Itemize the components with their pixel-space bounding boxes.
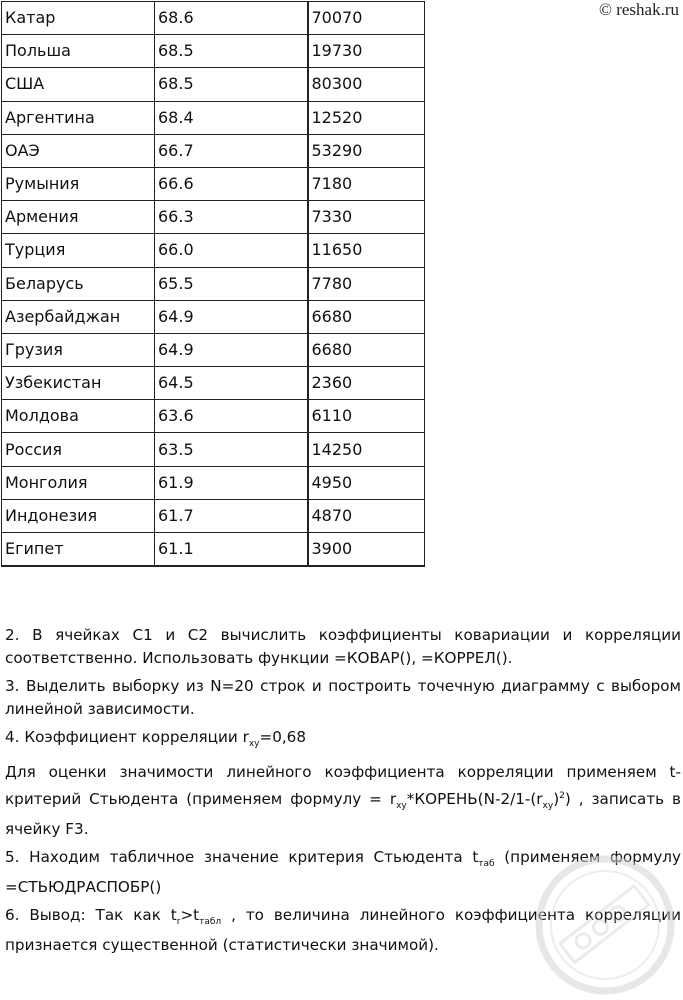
income-cell: 80300 (308, 68, 425, 101)
value-cell: 63.5 (155, 433, 308, 466)
step-2: 2. В ячейках С1 и С2 вычислить коэффициенты ковариации и корреляции соответственно. Использовать функции =КОВАР(), =КОРРЕЛ(). (5, 626, 681, 668)
table-row (2, 167, 425, 200)
table-row (2, 400, 425, 433)
value-cell: 64.9 (155, 300, 308, 333)
income-cell: 19730 (308, 35, 425, 68)
country-cell: Польша (2, 35, 155, 68)
income-cell: 7330 (308, 201, 425, 234)
value-cell: 68.5 (155, 35, 308, 68)
country-cell: Узбекистан (2, 367, 155, 400)
country-cell: Катар (2, 2, 155, 35)
income-cell: 6680 (308, 300, 425, 333)
value-cell: 66.0 (155, 234, 308, 267)
step-4: 4. Коэффициент корреляции $r_{xy}=0,68$ (5, 728, 307, 750)
country-cell: Беларусь (2, 267, 155, 300)
income-cell: 4950 (308, 466, 425, 499)
income-cell: 12520 (308, 101, 425, 134)
country-cell: Румыния (2, 167, 155, 200)
income-cell: 7780 (308, 267, 425, 300)
student-test-paragraph: Для оценки значимости линейного коэффициента корреляции применяем t-критерий Стьюдента (применяем формулу = $r_{xy}*КОРЕНЬ(N-2/1-(r_{xy})^2)$ , записать в ячейку F3. (5, 763, 682, 838)
country-cell: Египет (2, 533, 155, 566)
country-cell: Монголия (2, 466, 155, 499)
value-cell: 68.6 (155, 2, 308, 35)
table-row (2, 2, 425, 35)
value-cell: 61.7 (155, 499, 308, 532)
value-cell: 64.5 (155, 367, 308, 400)
country-cell: Армения (2, 201, 155, 234)
value-cell: 68.4 (155, 101, 308, 134)
table-row (2, 499, 425, 532)
table-row (2, 68, 425, 101)
value-cell: 66.7 (155, 134, 308, 167)
step-3: 3. Выделить выборку из N=20 строк и построить точечную диаграмму с выбором линейной зависимости. (5, 677, 681, 719)
income-cell: 14250 (308, 433, 425, 466)
table-row (2, 466, 425, 499)
value-cell: 61.9 (155, 466, 308, 499)
value-cell: 66.3 (155, 201, 308, 234)
country-cell: Грузия (2, 333, 155, 366)
country-cell: Молдова (2, 400, 155, 433)
income-cell: 6680 (308, 333, 425, 366)
table-row (2, 300, 425, 333)
country-cell: Индонезия (2, 499, 155, 532)
income-cell: 4870 (308, 499, 425, 532)
table-row (2, 101, 425, 134)
income-cell: 11650 (308, 234, 425, 267)
country-cell: США (2, 68, 155, 101)
step-5: 5. Находим табличное значение критерия Стьюдента $t_{таб}$ (применяем формулу =СТЬЮДРАСПОБР() (5, 847, 682, 897)
income-cell: 6110 (308, 400, 425, 433)
income-cell: 70070 (308, 2, 425, 35)
instructions (5, 624, 681, 962)
country-cell: ОАЭ (2, 134, 155, 167)
income-cell: 2360 (308, 367, 425, 400)
watermark: © reshak.ru (599, 0, 679, 19)
value-cell: 68.5 (155, 68, 308, 101)
table-row (2, 533, 425, 566)
value-cell: 64.9 (155, 333, 308, 366)
table-row (2, 201, 425, 234)
income-cell: 3900 (308, 533, 425, 566)
income-cell: 7180 (308, 167, 425, 200)
data-table (1, 1, 425, 567)
table-row (2, 367, 425, 400)
value-cell: 63.6 (155, 400, 308, 433)
table-row (2, 134, 425, 167)
table-row (2, 433, 425, 466)
table-row (2, 333, 425, 366)
income-cell: 53290 (308, 134, 425, 167)
country-cell: Россия (2, 433, 155, 466)
value-cell: 65.5 (155, 267, 308, 300)
country-cell: Турция (2, 234, 155, 267)
value-cell: 66.6 (155, 167, 308, 200)
country-cell: Азербайджан (2, 300, 155, 333)
table-row (2, 267, 425, 300)
country-cell: Аргентина (2, 101, 155, 134)
table-row (2, 234, 425, 267)
table-row (2, 35, 425, 68)
step-6-conclusion: 6. Вывод: Так как $t_r>t_{табл}$ , то величина линейного коэффициента корреляции признается существенной (статистически значимой). (5, 906, 682, 955)
value-cell: 61.1 (155, 533, 308, 566)
